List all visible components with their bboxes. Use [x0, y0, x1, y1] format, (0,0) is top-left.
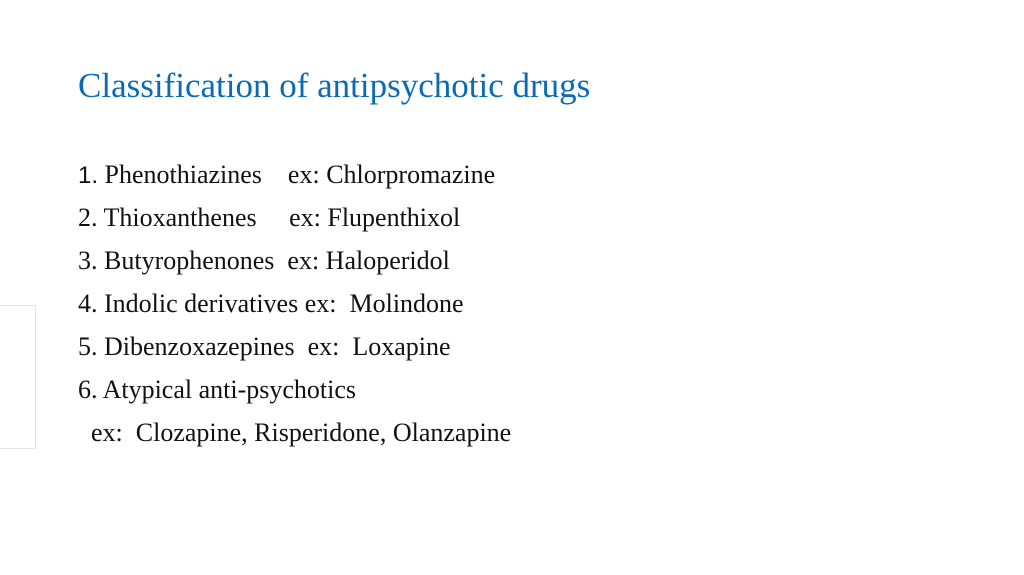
- classification-list: [78, 153, 511, 454]
- list-sub-item: ex: Clozapine, Risperidone, Olanzapine: [91, 418, 512, 447]
- list-item-number: 2.: [78, 203, 98, 232]
- list-item: [78, 282, 511, 325]
- list-item-text: Thioxanthenes ex: Flupenthixol: [97, 203, 461, 232]
- list-item: [78, 196, 511, 239]
- list-item-number: 3.: [78, 246, 98, 275]
- list-item-number: 6.: [78, 375, 98, 404]
- list-item-number: 1.: [78, 162, 99, 189]
- list-item-text: Butyrophenones ex: Haloperidol: [97, 246, 450, 275]
- list-item-number: 5.: [78, 332, 98, 361]
- list-item: [78, 368, 511, 411]
- list-item: [78, 153, 511, 196]
- list-item-text: Atypical anti-psychotics: [97, 375, 357, 404]
- list-item-text: Dibenzoxazepines ex: Loxapine: [97, 332, 451, 361]
- list-item-number: 4.: [78, 289, 98, 318]
- slide-title: Classification of antipsychotic drugs: [78, 66, 591, 105]
- list-item-text: Indolic derivatives ex: Molindone: [97, 289, 464, 318]
- side-panel-edge: [0, 305, 36, 449]
- list-item-text: Phenothiazines ex: Chlorpromazine: [98, 160, 496, 189]
- list-item: [78, 325, 511, 368]
- list-item: [78, 239, 511, 282]
